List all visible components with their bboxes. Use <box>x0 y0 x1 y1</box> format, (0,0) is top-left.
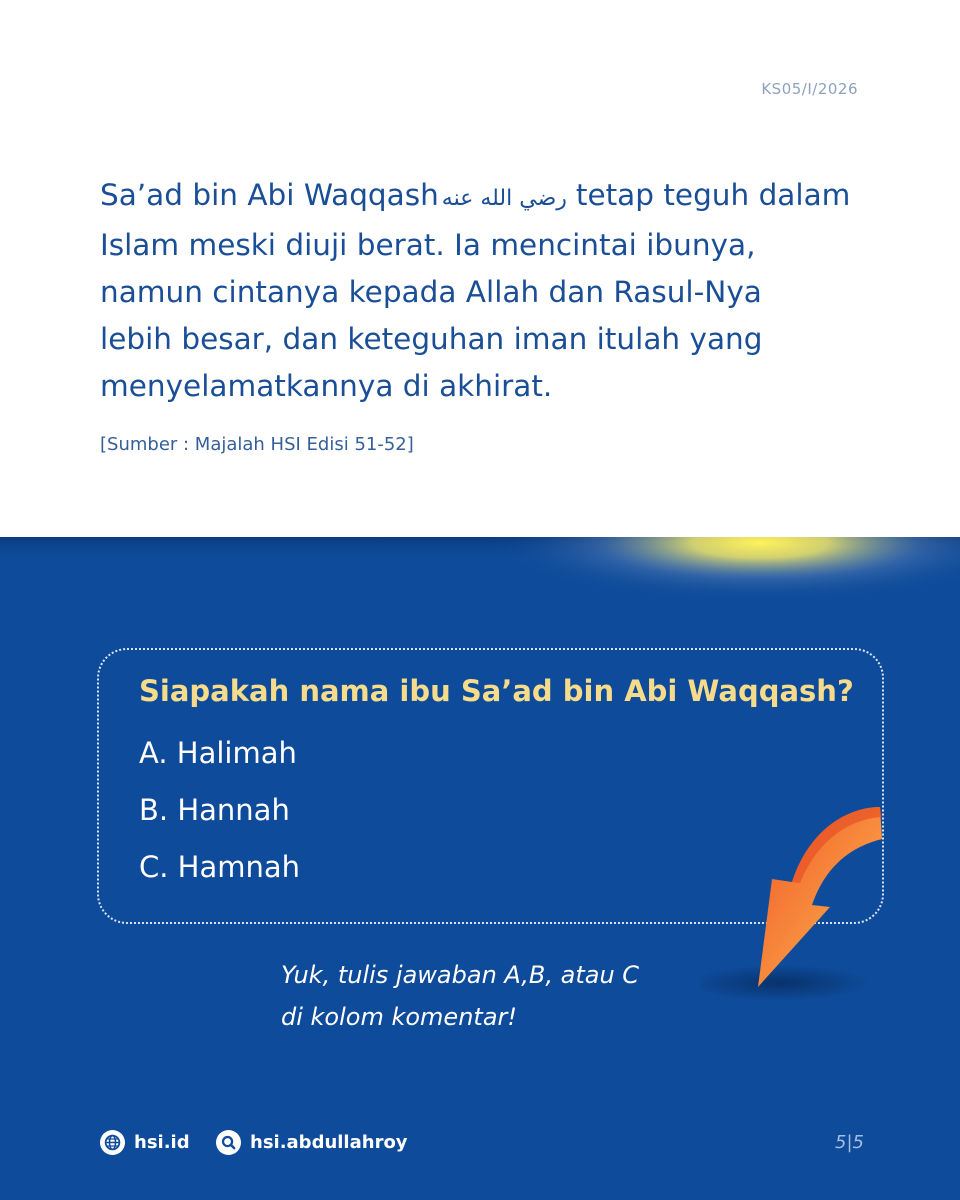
website-label: hsi.id <box>134 1132 190 1153</box>
main-line-4: lebih besar, dan keteguhan iman itulah yang <box>100 322 763 356</box>
quiz-question: Siapakah nama ibu Sa’ad bin Abi Waqqash? <box>139 674 854 708</box>
quiz-option-a: A. Halimah <box>139 736 297 770</box>
cta-line-2: di kolom komentar! <box>281 1003 518 1031</box>
search-icon <box>216 1130 241 1155</box>
cta-text <box>281 954 639 1038</box>
social-handle-label: hsi.abdullahroy <box>250 1132 408 1153</box>
main-line-1-end: tetap teguh dalam <box>575 178 851 212</box>
main-line-1 <box>100 172 870 222</box>
quiz-section <box>0 537 960 1200</box>
post-code: KS05/I/2026 <box>761 80 858 98</box>
main-line-5: menyelamatkannya di akhirat. <box>100 369 553 403</box>
quiz-option-b: B. Hannah <box>139 793 290 827</box>
main-line-1-start: Sa’ad bin Abi Waqqash <box>100 178 439 212</box>
website-link[interactable] <box>100 1130 190 1155</box>
main-line-2: Islam meski diuji berat. Ia mencintai ibunya, <box>100 228 756 262</box>
curved-arrow-icon <box>700 787 900 1017</box>
source-citation: [Sumber : Majalah HSI Edisi 51-52] <box>100 434 414 455</box>
honorific-calligraphy: رضي الله عنه <box>441 186 567 211</box>
globe-icon <box>100 1130 125 1155</box>
main-line-3: namun cintanya kepada Allah dan Rasul-Nya <box>100 275 762 309</box>
main-paragraph <box>100 172 870 410</box>
social-handle-link[interactable] <box>216 1130 408 1155</box>
quiz-option-c: C. Hamnah <box>139 850 301 884</box>
page-indicator: 5|5 <box>835 1132 864 1153</box>
cta-line-1: Yuk, tulis jawaban A,B, atau C <box>281 961 640 989</box>
